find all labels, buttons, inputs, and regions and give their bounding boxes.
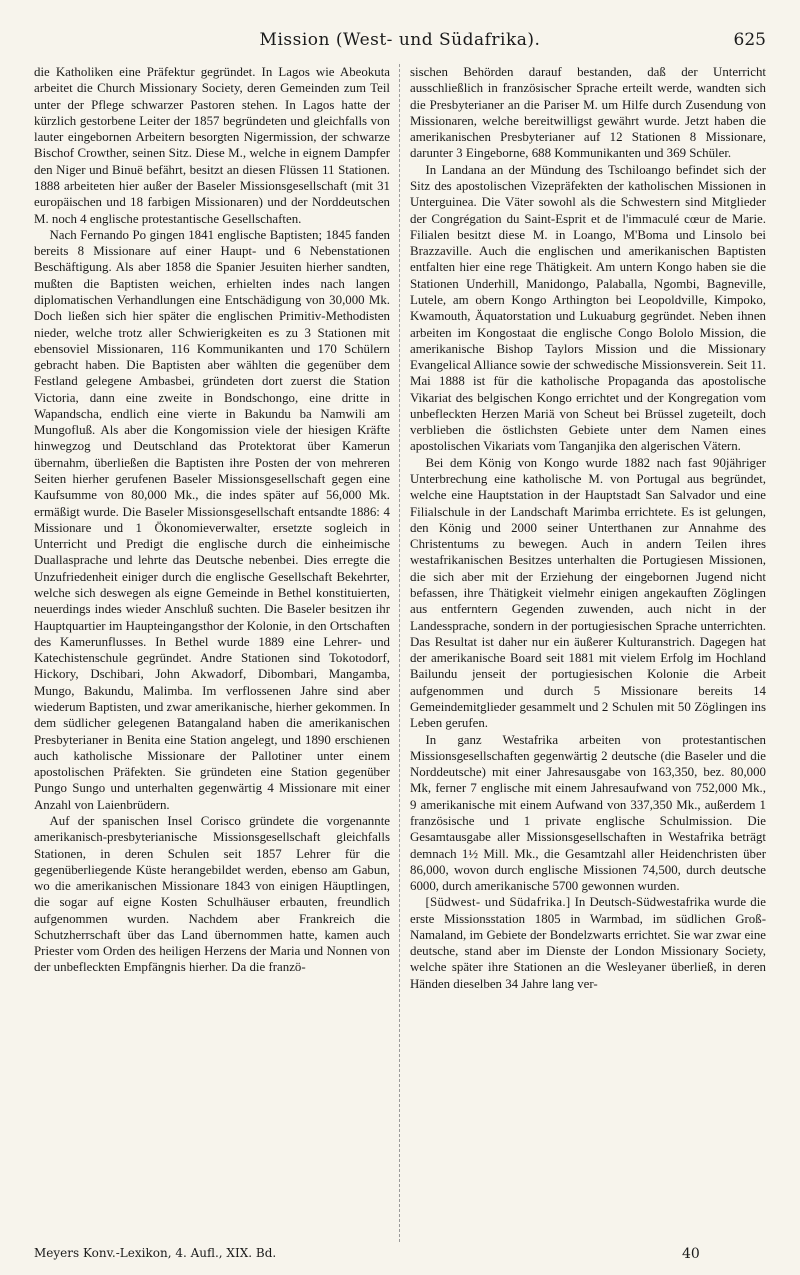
right-paragraph-4: In ganz Westafrika arbeiten von protestantischen Missionsgesellschaften gegenwärtig 2 deutsche (die Baseler und die Norddeutsche) mit einer Jahresausgabe von 163,350, bez. 80,000 Mk, ferner 7 englische mit einem Jahresaufwand von 752,000 Mk., 9 amerikanische mit einem Aufwand von 337,350 Mk., außerdem 1 französische und 1 private englische Schulmission. Die Gesamtausgabe aller Missionsgesellschaften in Westafrika beträgt demnach 1½ Mill. Mk., die Gesamtzahl aller Heidenchristen über 86,000, wovon durch englische Missionen 74,500, durch deutsche 6000, durch amerikanische 5700 gewonnen wurden. [410,732,766,894]
page-header [34,30,766,54]
footer-source: Meyers Konv.-Lexikon, 4. Aufl., XIX. Bd. [34,1246,277,1260]
right-paragraph-1: sischen Behörden darauf bestanden, daß der Unterricht ausschließlich in französischer Sprache erteilt werde, wandten sich die Presbyterianer an die Pariser M. um Hilfe durch Zusendung von Missionaren, welche bereitwilligst gewährt wurde. Jetzt haben die amerikanischen Presbyterianer auf 12 Stationen 8 Missionare, darunter 3 Eingeborne, 688 Kommunikanten und 369 Schüler. [410,65,766,161]
section-tag: [Südwest- und Südafrika.] [425,895,571,910]
left-column [34,64,390,1242]
page-footer [34,1246,766,1266]
section-text: In Deutsch-Südwestafrika wurde die erste Missionsstation 1805 in Warmbad, im südlichen Groß-Namaland, im Gebiete der Bondelzwarts errichtet. Sie war zwar eine deutsche, stand aber im Dienste der London Missionary Society, welche später ihre Stationen an die Wesleyaner überließ, in deren Händen dieselben 34 Jahre lang ver- [410,895,766,991]
right-column [410,64,766,1242]
text-columns [34,64,766,1242]
right-paragraph-2: In Landana an der Mündung des Tschiloango befindet sich der Sitz des apostolischen Vizepräfekten der katholischen Missionen in Unterguinea. Die Väter sowohl als die Schwestern sind Mitglieder der Congrégation du Saint-Esprit et de l'immaculé cœur de Marie. Filialen besitzt diese M. in Loango, M'Boma und Linsolo bei Brazzaville. Auch die englischen und amerikanischen Baptisten entfalten hier eine rege Thätigkeit. Am untern Kongo haben sie die Stationen Underhill, Manidongo, Palaballa, Ngombi, Bagneville, Lutele, am obern Kongo Arthington bei Leopoldville, Kimpoko, Kwamouth, Äquatorstation und Lukuaburg gegründet. Neben ihnen arbeiten im Kongostaat die englische Congo Bololo Mission, die amerikanische Bishop Taylors Mission und die Missionary Evangelical Alliance sowie der schwedische Missionsverein. Seit 11. Mai 1888 ist für die katholische Propaganda das apostolische Vikariat des belgischen Kongo errichtet und der Kongregation vom unbefleckten Herzen Mariä von Scheut bei Brüssel zugeteilt, doch verblieben die östlichsten Gebiete unter dem Namen eines apostolischen Vikariats vom Tanganjika den algerischen Vätern. [410,162,766,454]
left-paragraph-2: Nach Fernando Po gingen 1841 englische Baptisten; 1845 fanden bereits 8 Missionare auf einer Haupt- und 6 Nebenstationen Beschäftigung. Als aber 1858 die Spanier Jesuiten hierher sandten, mußten die Baptisten weichen, erhielten indes nach langen diplomatischen Verhandlungen eine Entschädigung von 30,000 Mk. Doch ließen sich hier später die englischen Primitiv-Methodisten nieder, welche trotz aller Schwierigkeiten es zu 3 Stationen mit ebensoviel Missionaren, 116 Kommunikanten und 170 Schülern gebracht haben. Die Baptisten aber wählten die gegenüber dem Festland gelegene Ambasbei, gründeten dort zuerst die Station Victoria, dann eine zweite in Bondschongo, eine dritte in Wapandscha, endlich eine vierte in Bakundu ba Namwili am Mungofluß. Als aber die Kongomission viele der hiesigen Kräfte hinwegzog und Deutschland das Protektorat über Kamerun übernahm, überließen die Baptisten ihre Posten der von mehreren Seiten hierher gerufenen Baseler Missionsgesellschaft gegen eine Kaufsumme von 80,000 Mk., die indes später auf 56,000 Mk. ermäßigt wurde. Die Baseler Missionsgesellschaft entsandte 1886: 4 Missionare und 1 Ökonomieverwalter, ersetzte sogleich in Unterricht und Predigt die englische durch die einheimische Duallasprache und lehrte das Deutsche nebenbei. Dies erregte die Unzufriedenheit einiger durch die englische Gesellschaft Bekehrter, welche sich deswegen als eigne Gemeinde in Bethel konstituierten, neuerdings indes wieder Anschluß suchten. Die Baseler besitzen ihr Hauptquartier im Haupteingangsthor der Kolonie, in den Ortschaften des Kamerunflusses. In Bethel wurde 1889 eine Lehrer- und Katechistenschule gegründet. Andre Stationen sind Tokotodorf, Hickory, Dschibari, John Akwadorf, Dibombari, Mangamba, Mungo, Bakundu, Malimba. Im verflossenen Jahre sind aber wiederum Baptisten, und zwar amerikanische, hierher gekommen. In dem südlicher gelegenen Batangaland haben die amerikanischen Presbyterianer in Benita eine Station angelegt, und 1890 erschienen auch katholische Missionare der Pallotiner unter einem apostolischen Präfekten. Sie gründeten eine Station gegenüber Pungo Sungo und unterhalten gegenwärtig 4 Missionare mit einer Anzahl von Laienbrüdern. [34,227,390,812]
page-number: 625 [733,30,766,50]
right-paragraph-3: Bei dem König von Kongo wurde 1882 nach fast 90jähriger Unterbrechung eine katholische M. von Portugal aus begründet, welche eine Hauptstation in der Hauptstadt San Salvador und eine Filialschule in der Landschaft Marimba errichtete. Es ist gelungen, den König und 2000 seiner Unterthanen zur Annahme des Christentums zu bewegen. Auch in andern Teilen ihres westafrikanischen Besitzes unterhalten die Portugiesen Missionen, die sich aber mit der Erziehung der eingebornen Jugend nicht befassen, ihre Thätigkeit vielmehr einigen angekauften Zöglingen aus entferntern Gegenden zuwenden, auch nicht in der Landessprache, sondern in der portugiesischen Sprache unterrichten. Das Resultat ist daher nur ein äußerer Kulturanstrich. Dagegen hat der amerikanische Board seit 1881 mit vielem Erfolg im Hochland Bailundu jenseit der portugiesischen Kolonie die Arbeit aufgenommen und durch 5 Missionare bereits 14 Gemeindemitglieder gesammelt und 2 Schulen mit 50 Zöglingen ins Leben gerufen. [410,455,766,731]
left-paragraph-1: die Katholiken eine Präfektur gegründet. In Lagos wie Abeokuta arbeitet die Church Missionary Society, deren Gemeinden zum Teil unter der Pflege schwarzer Pastoren stehen. In Lagos hatte der kürzlich gestorbene Leiter der 1857 begründeten und gleichfalls von lauter eingebornen Arbeitern besorgten Nigermission, der schwarze Bischof Crowther, seinen Sitz. Diese M., welche in eignem Dampfer den Niger und Binuë befährt, besitzt an diesen Flüssen 11 Stationen. 1888 arbeiteten hier außer der Baseler Missionsgesellschaft (mit 31 europäischen und 18 farbigen Missionaren) und der Norddeutschen M. noch 4 englische protestantische Gesellschaften. [34,65,390,226]
footer-signature: 40 [682,1246,700,1262]
left-paragraph-3: Auf der spanischen Insel Corisco gründete die vorgenannte amerikanisch-presbyterianische Missionsgesellschaft gleichfalls Stationen, in deren Schulen seit 1857 Lehrer für die gegenüberliegende Küste herangebildet werden, ebenso am Gabun, wo die amerikanischen Missionare 1843 von einigen Häuptlingen, die sogar auf eigne Kosten Schulhäuser erbauten, freundlich aufgenommen wurden. Nachdem aber Frankreich die Schutzherrschaft über das Land übernommen hatte, kamen auch Priester vom Orden des heiligen Herzens der Maria und Nonnen von der unbefleckten Empfängnis hierher. Da die franzö- [34,813,390,975]
right-paragraph-5 [410,894,766,992]
page-title: Mission (West- und Südafrika). [259,30,541,50]
